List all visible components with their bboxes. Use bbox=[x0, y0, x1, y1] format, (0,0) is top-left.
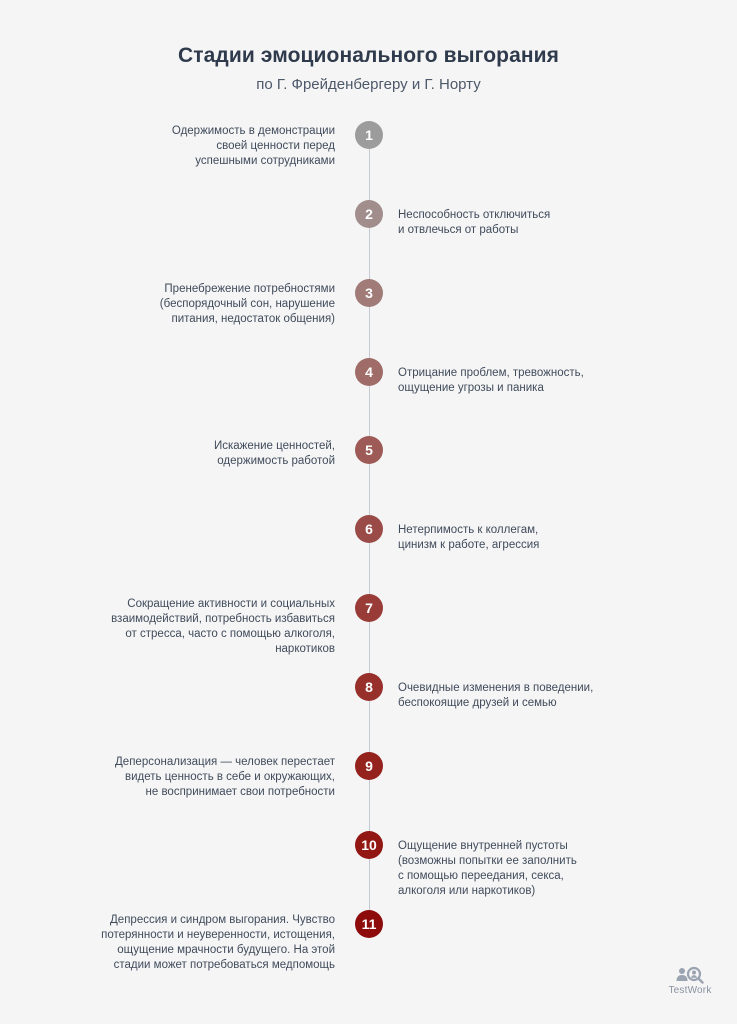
stage-number-badge: 11 bbox=[355, 910, 383, 938]
stage-number-badge: 9 bbox=[355, 752, 383, 780]
stage-description: Депрессия и синдром выгорания. Чувство потерянности и неуверенности, истощения, ощущение мрачности будущего. На этой стадии может потребоваться медпомощь bbox=[101, 914, 335, 971]
stage-number-badge: 10 bbox=[355, 831, 383, 859]
stage-number-badge: 1 bbox=[355, 121, 383, 149]
stage-description: Очевидные изменения в поведении, беспокоящие друзей и семью bbox=[398, 682, 594, 709]
stage-number-badge: 3 bbox=[355, 279, 383, 307]
stage-description: Отрицание проблем, тревожность, ощущение угрозы и паника bbox=[398, 367, 584, 394]
stage-description: Пренебрежение потребностями (беспорядочный сон, нарушение питания, недостаток общения) bbox=[159, 283, 335, 325]
page-title: Стадии эмоционального выгорания bbox=[177, 44, 560, 67]
stage-number-badge: 5 bbox=[355, 436, 383, 464]
stage-description: Искажение ценностей, одержимость работой bbox=[213, 440, 335, 467]
stage-description: Одержимость в демонстрации своей ценности перед успешными сотрудниками bbox=[171, 125, 335, 167]
stage-number-badge: 8 bbox=[355, 673, 383, 701]
stage-description: Сокращение активности и социальных взаимодействий, потребность избавиться от стресса, часто с помощью алкоголя, наркотиков bbox=[111, 598, 335, 655]
stage-number-badge: 4 bbox=[355, 358, 383, 386]
stage-number-badge: 7 bbox=[355, 594, 383, 622]
page-subtitle: по Г. Фрейденбергеру и Г. Норту bbox=[256, 76, 481, 93]
stage-description: Деперсонализация — человек перестает видеть ценность в себе и окружающих, не воспринимает свои потребности bbox=[115, 756, 335, 798]
logo-text: TestWork bbox=[668, 985, 712, 996]
stage-description: Ощущение внутренней пустоты (возможны попытки ее заполнить с помощью переедания, секса, алкоголя или наркотиков) bbox=[398, 840, 577, 897]
stage-description: Неспособность отключиться и отвлечься от работы bbox=[398, 209, 551, 236]
brand-logo bbox=[664, 966, 716, 996]
stage-number-badge: 2 bbox=[355, 200, 383, 228]
people-search-icon bbox=[675, 966, 705, 984]
stage-description: Нетерпимость к коллегам, цинизм к работе, агрессия bbox=[398, 524, 540, 551]
stage-number-badge: 6 bbox=[355, 515, 383, 543]
